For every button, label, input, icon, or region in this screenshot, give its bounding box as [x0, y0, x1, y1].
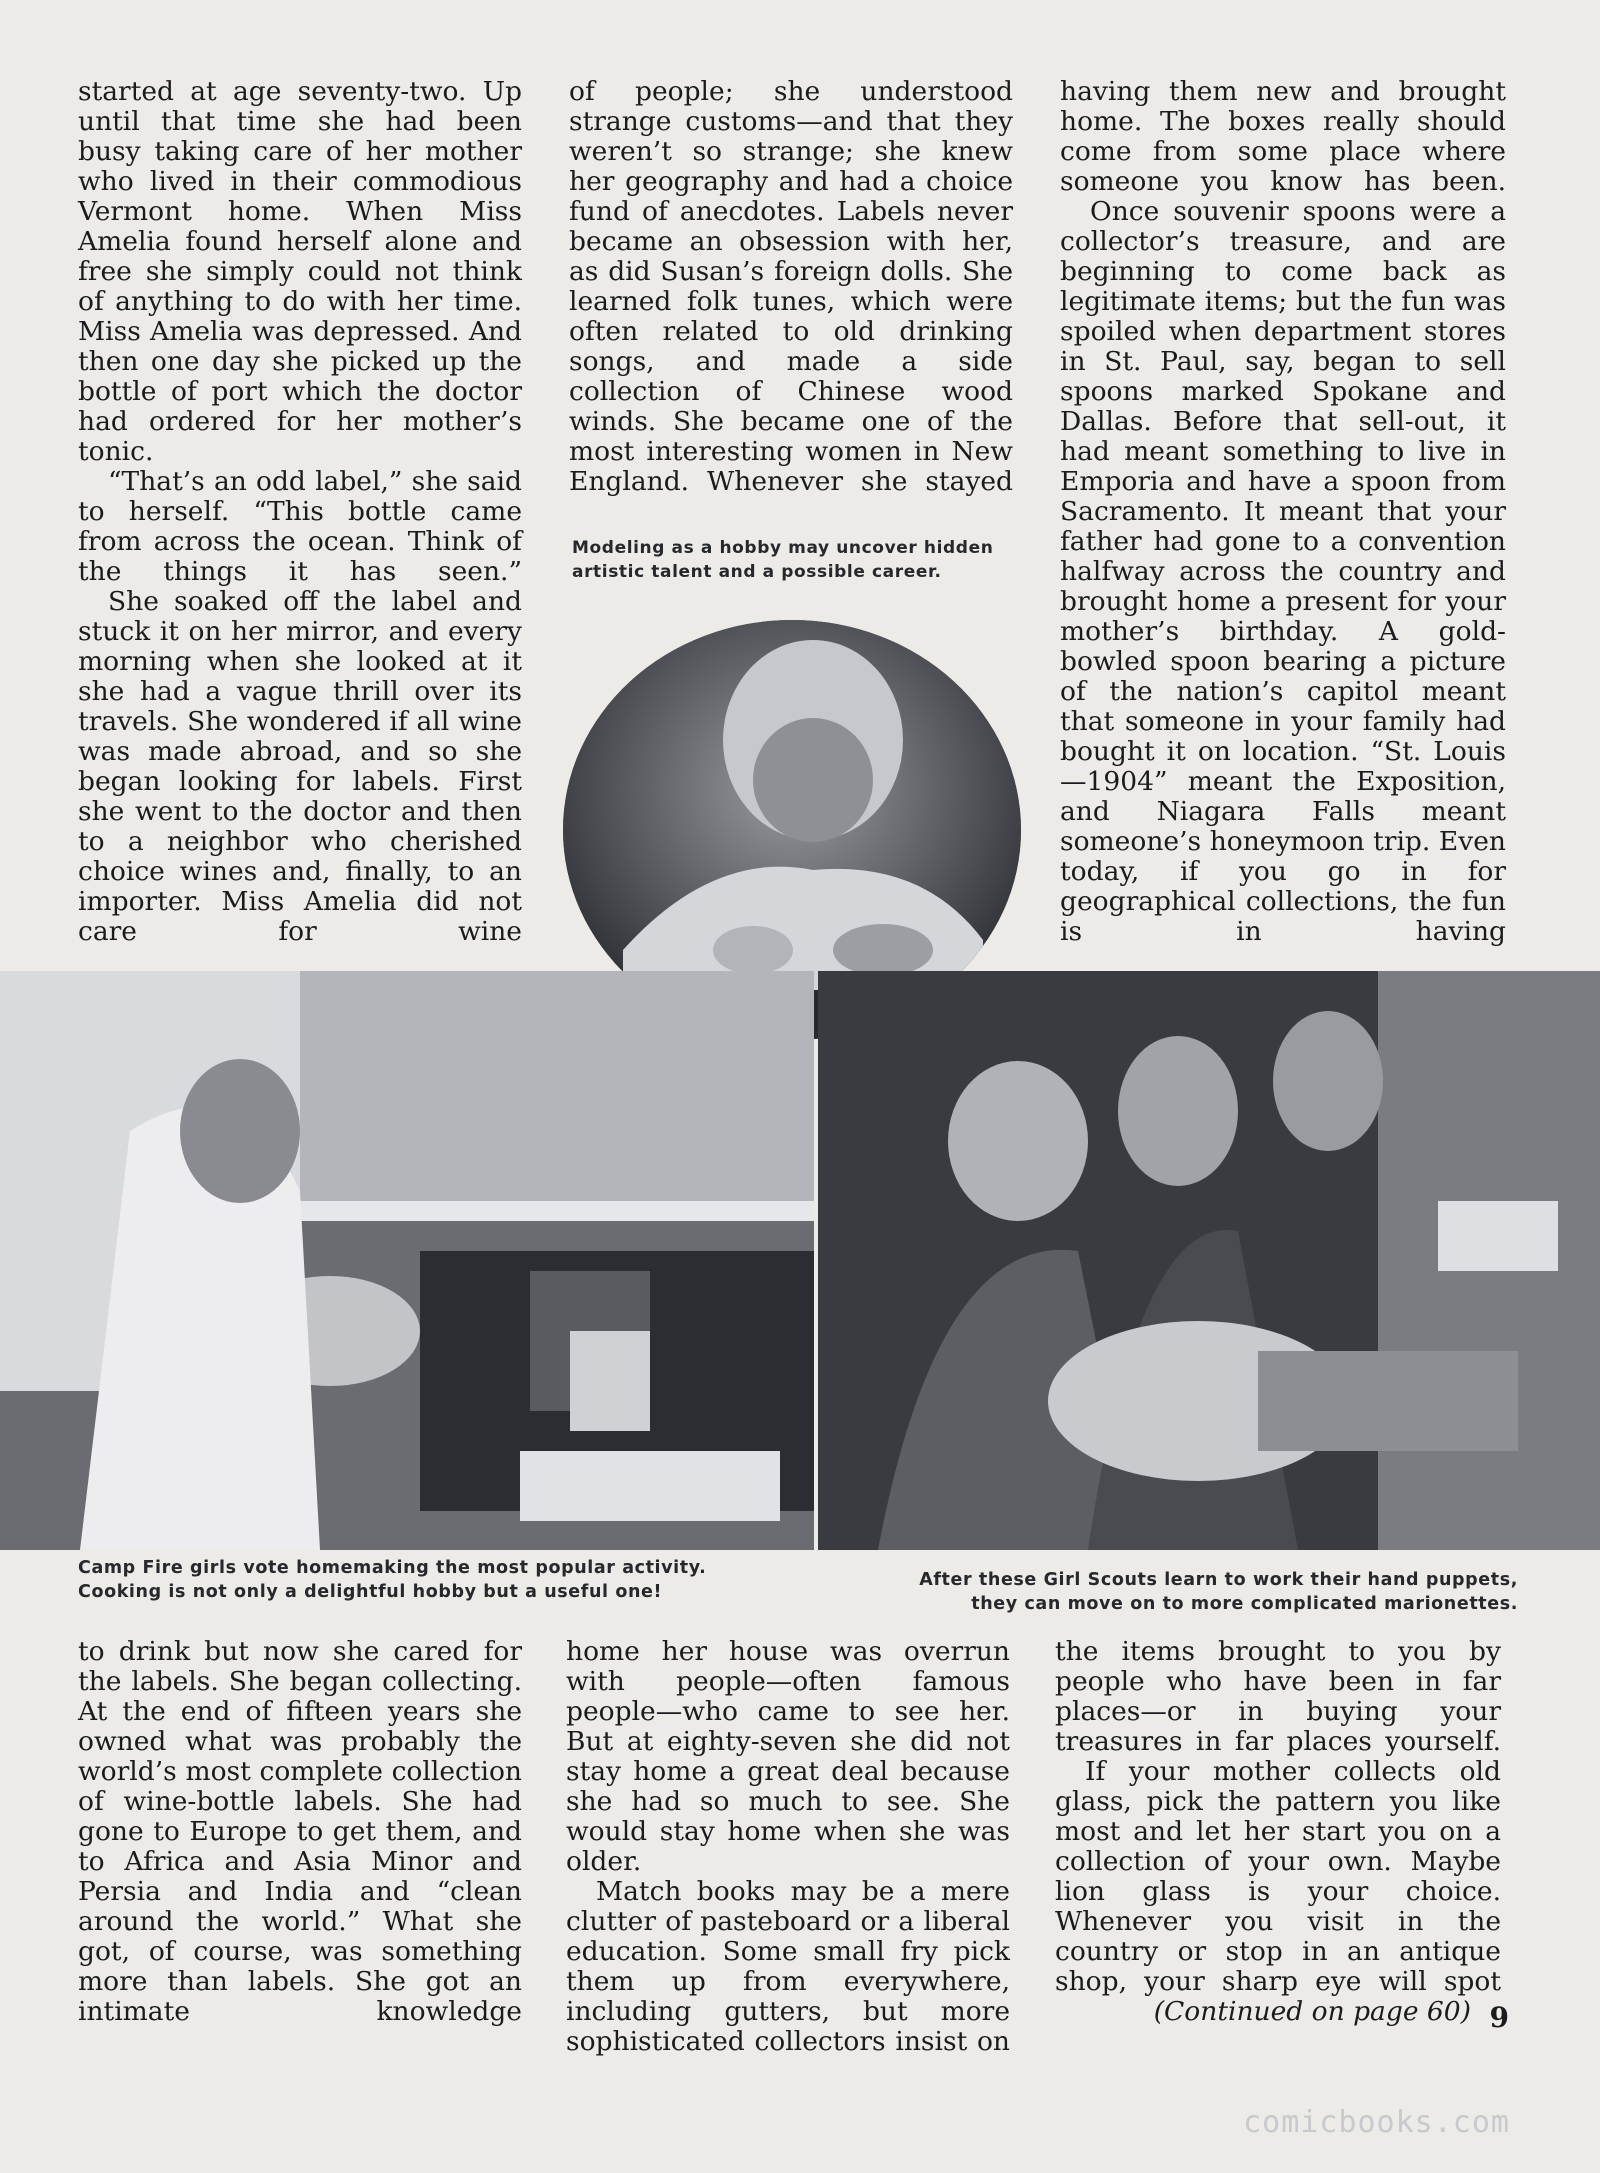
column-2-top — [569, 77, 1013, 497]
paragraph: home her house was overrun with people—often famous people—who came to see her. But at eighty-seven she did not stay home a great deal because she had so much to see. She would stay home when she was older. — [566, 1636, 1010, 1877]
paragraph: Match books may be a mere clutter of pasteboard or a liberal education. Some small fry pick them up from everywhere, including gutters, but more sophisticated collectors insist on — [566, 1876, 1010, 2057]
column-1-top — [78, 77, 522, 947]
caption-line: Modeling as a hobby may uncover hidden — [572, 538, 994, 558]
caption-line: artistic talent and a possible career. — [572, 562, 942, 582]
paragraph: started at age seventy-two. Up until that time she had been busy taking care of her mother who lived in their commodious Vermont home. When Miss Amelia found herself alone and free she simply could not think of anything to do with her time. Miss Amelia was depressed. And then one day she picked up the bottle of port which the doctor had ordered for her mother’s tonic. — [78, 76, 522, 467]
paragraph: If your mother collects old glass, pick the pattern you like most and let her start you on a collection of your own. Maybe lion glass is your choice. Whenever you visit in the country or stop in an antique shop, your sharp eye will spot — [1055, 1756, 1501, 1997]
continued-note: (Continued on page 60) — [1153, 1996, 1471, 2027]
column-2-bottom — [566, 1637, 1010, 2057]
photo-puppets-image — [818, 971, 1600, 1550]
caption-girl-scouts — [898, 1568, 1518, 1616]
caption-line: Cooking is not only a delightful hobby but a useful one! — [78, 1582, 663, 1602]
column-3-top — [1060, 77, 1506, 947]
caption-camp-fire — [78, 1556, 798, 1604]
watermark: comicbooks.com — [1243, 2105, 1510, 2140]
photo-camp-fire-cooking — [0, 971, 814, 1550]
caption-line: After these Girl Scouts learn to work their hand puppets, — [919, 1570, 1518, 1590]
photo-girl-scouts-puppets — [818, 971, 1600, 1550]
caption-line: Camp Fire girls vote homemaking the most popular activity. — [78, 1558, 707, 1578]
paragraph: the items brought to you by people who have been in far places—or in buying your treasures in far places yourself. — [1055, 1636, 1501, 1757]
photo-cooking-image — [0, 971, 814, 1550]
page-number: 9 — [1489, 2001, 1509, 2034]
paragraph: She soaked off the label and stuck it on her mirror, and every morning when she looked at it she had a vague thrill over its travels. She wondered if all wine was made abroad, and so she began looking for labels. First she went to the doctor and then to a neighbor who cherished choice wines and, finally, to an importer. Miss Amelia did not care for wine — [78, 586, 522, 947]
column-3-bottom — [1055, 1637, 1501, 2027]
paragraph: having them new and brought home. The boxes really should come from some place where someone you know has been. — [1060, 76, 1506, 197]
paragraph: to drink but now she cared for the labels. She began collecting. At the end of fifteen years she owned what was probably the world’s most complete collection of wine-bottle labels. She had gone to Europe to get them, and to Africa and Asia Minor and Persia and India and “clean around the world.” What she got, of course, was something more than labels. She got an intimate knowledge — [78, 1636, 522, 2027]
paragraph: “That’s an odd label,” she said to herself. “This bottle came from across the ocean. Think of the things it has seen.” — [78, 466, 522, 587]
paragraph: Once souvenir spoons were a collector’s treasure, and are beginning to come back as legitimate items; but the fun was spoiled when department stores in St. Paul, say, began to sell spoons marked Spokane and Dallas. Before that sell-out, it had meant something to live in Emporia and have a spoon from Sacramento. It meant that your father had gone to a convention halfway across the country and brought home a present for your mother’s birthday. A gold-bowled spoon bearing a picture of the nation’s capitol meant that someone in your family had bought it on location. “St. Louis—1904” meant the Exposition, and Niagara Falls meant someone’s honeymoon trip. Even today, if you go in for geographical collections, the fun is in having — [1060, 196, 1506, 947]
caption-modeling — [572, 536, 1022, 584]
caption-line: they can move on to more complicated marionettes. — [971, 1594, 1518, 1614]
column-1-bottom — [78, 1637, 522, 2027]
paragraph: of people; she understood strange customs—and that they weren’t so strange; she knew her geography and had a choice fund of anecdotes. Labels never became an obsession with her, as did Susan’s foreign dolls. She learned folk tunes, which were often related to old drinking songs, and made a side collection of Chinese wood winds. She became one of the most interesting women in New England. Whenever she stayed — [569, 76, 1013, 497]
